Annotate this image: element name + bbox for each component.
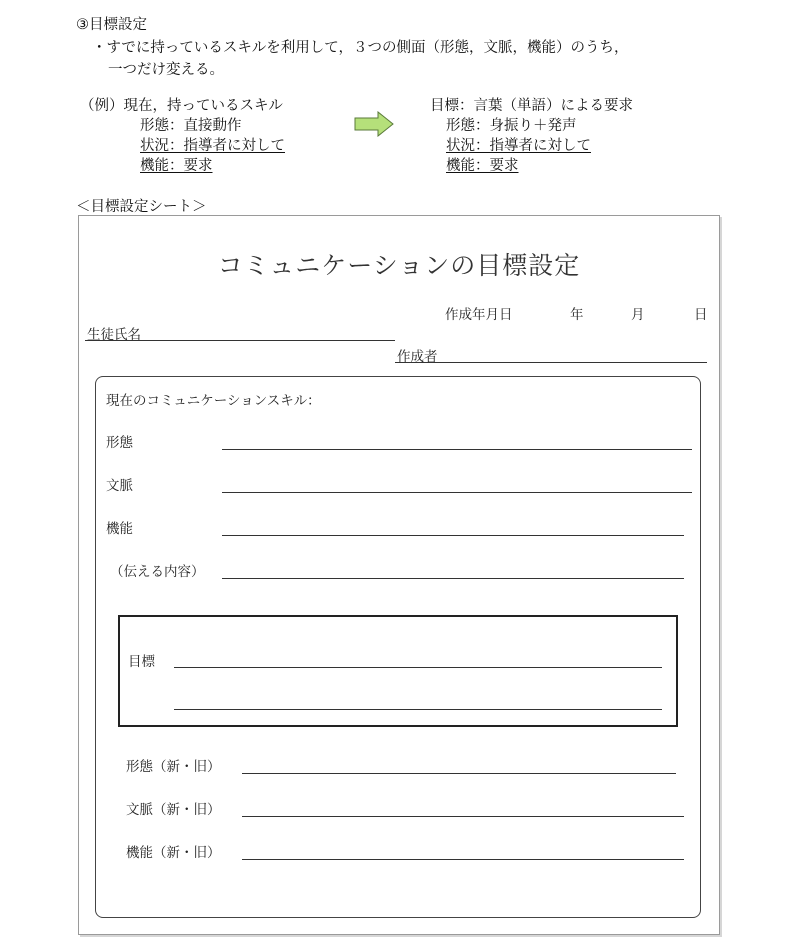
intro-line-2: 一つだけ変える。	[108, 62, 224, 78]
function-new-old-label: 機能（新・旧）	[126, 845, 221, 861]
goal-box	[118, 615, 678, 727]
function-new-old-line	[242, 859, 684, 860]
context-line	[222, 492, 692, 493]
form-line	[222, 449, 692, 450]
content-label: （伝える内容）	[110, 564, 205, 580]
example-current-function: 機能：要求	[140, 158, 213, 174]
goal-label: 目標	[128, 654, 155, 670]
goal-line-1	[174, 667, 662, 668]
right-arrow-icon	[354, 111, 394, 137]
function-line	[222, 535, 684, 536]
example-goal-heading: 目標：言葉（単語）による要求	[430, 98, 633, 114]
example-current-form: 形態：直接動作	[140, 118, 242, 134]
goal-line-2	[174, 709, 662, 710]
section-title: ③目標設定	[76, 17, 147, 33]
form-new-old-label: 形態（新・旧）	[126, 759, 221, 775]
student-name-line	[85, 340, 395, 341]
context-label: 文脈	[106, 478, 133, 494]
context-new-old-line	[242, 816, 684, 817]
example-current-heading: （例）現在，持っているスキル	[80, 98, 283, 114]
sheet-title: コミュニケーションの目標設定	[217, 251, 581, 280]
author-line	[395, 362, 707, 363]
example-goal-function: 機能：要求	[446, 158, 519, 174]
skill-heading: 現在のコミュニケーションスキル：	[106, 393, 321, 409]
sheet-caption: ＜目標設定シート＞	[76, 199, 207, 215]
month-label: 月	[631, 307, 645, 323]
author-label: 作成者	[397, 349, 438, 365]
form-label: 形態	[106, 435, 133, 451]
year-label: 年	[570, 307, 584, 323]
example-goal-situation: 状況：指導者に対して	[446, 138, 591, 154]
content-line	[222, 578, 684, 579]
form-new-old-line	[242, 773, 676, 774]
goal-setting-sheet	[78, 215, 720, 935]
day-label: 日	[694, 307, 708, 323]
date-label: 作成年月日	[445, 307, 513, 323]
context-new-old-label: 文脈（新・旧）	[126, 802, 221, 818]
example-current-situation: 状況：指導者に対して	[140, 138, 285, 154]
intro-line-1: ・すでに持っているスキルを利用して，３つの側面（形態，文脈，機能）のうち，	[92, 40, 629, 56]
function-label: 機能	[106, 521, 133, 537]
student-name-label: 生徒氏名	[87, 327, 141, 343]
current-skill-box	[95, 376, 701, 918]
example-goal-form: 形態：身振り＋発声	[446, 118, 577, 134]
